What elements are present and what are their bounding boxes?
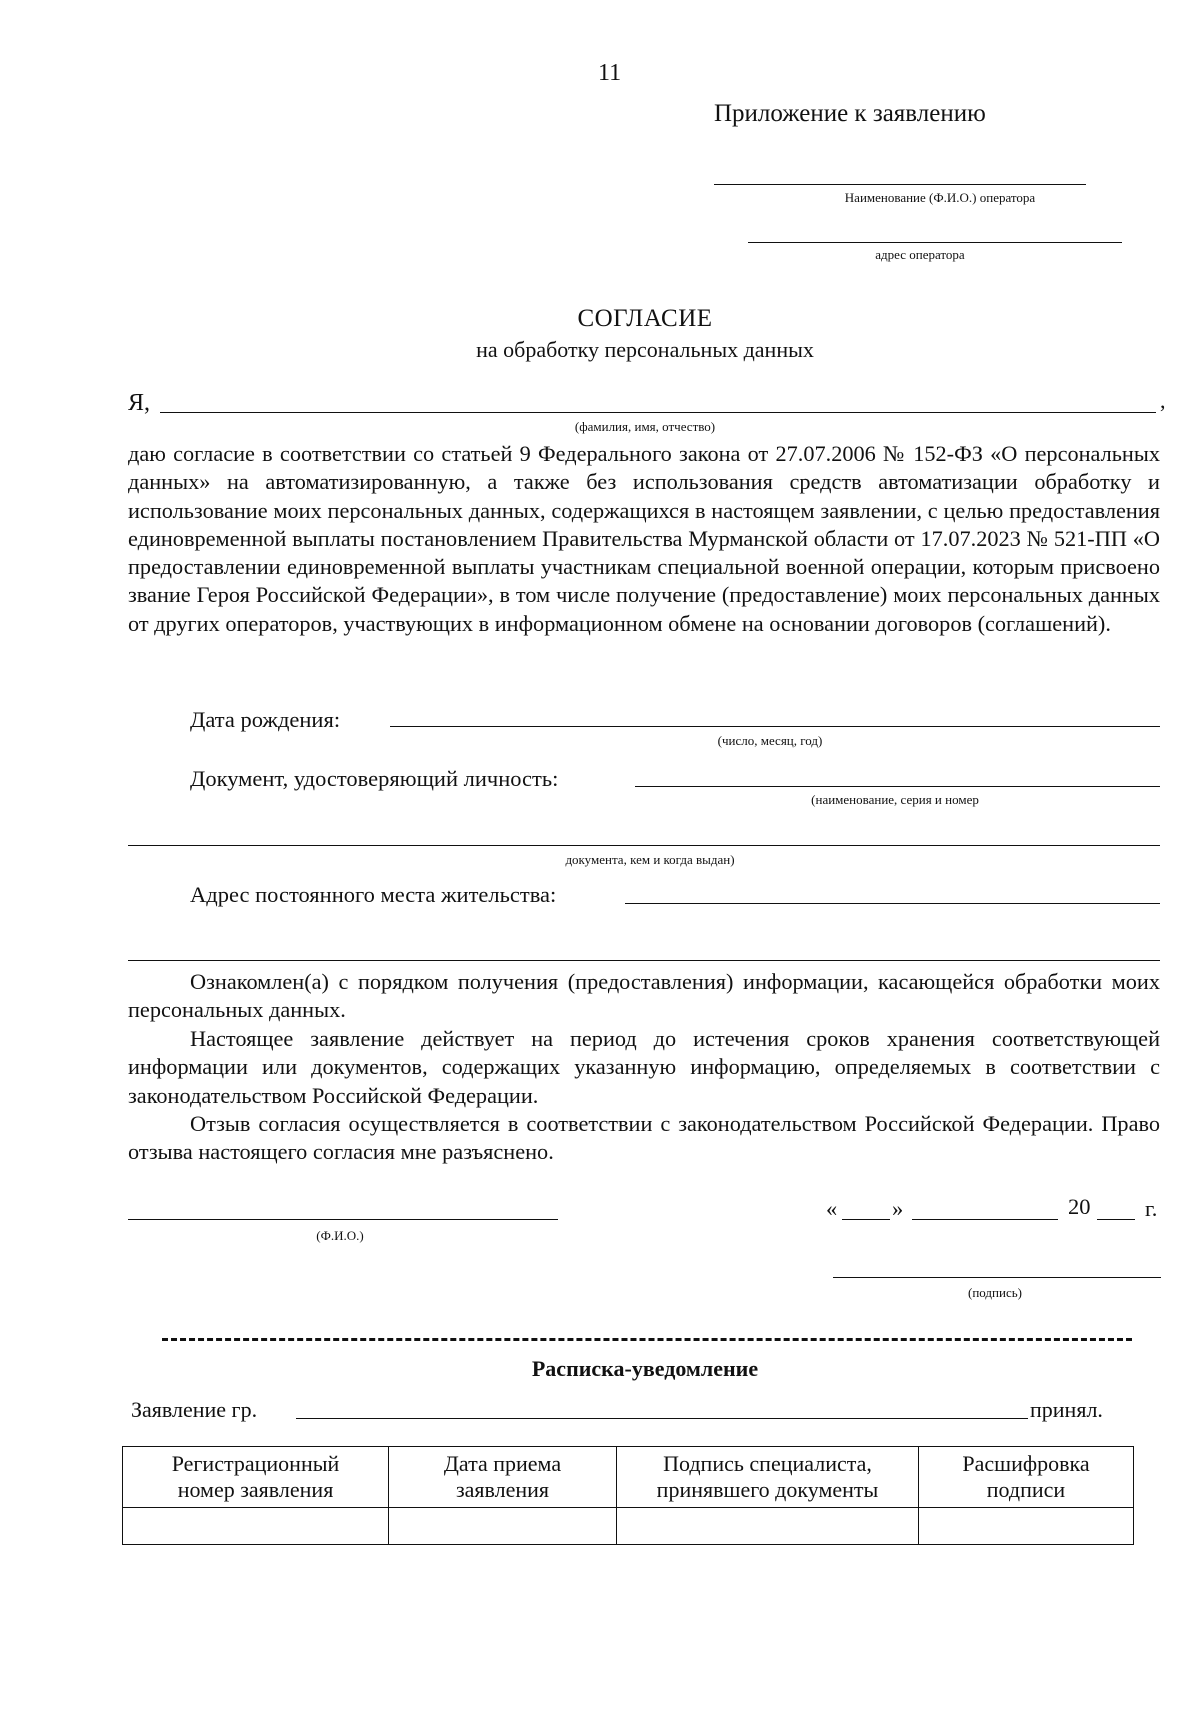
identity-doc-caption-2: документа, кем и когда выдан) (565, 852, 735, 867)
address-line-1[interactable] (625, 903, 1160, 904)
revocation-paragraph: Отзыв согласия осуществляется в соответствии с законодательством Российской Федерации. Право отзыва настоящего согласия мне разъяснено. (128, 1111, 1160, 1165)
signature-line[interactable] (833, 1277, 1161, 1278)
cell-specialist-signature[interactable] (617, 1508, 919, 1545)
header-specialist-signature: Подпись специалиста, принявшего документы (617, 1447, 919, 1508)
signature-caption: (подпись) (968, 1285, 1022, 1300)
header-registration-number: Регистрационный номер заявления (123, 1447, 389, 1508)
date-year-suffix: г. (1145, 1196, 1158, 1221)
identity-doc-line-2[interactable] (128, 845, 1160, 846)
document-subtitle: на обработку персональных данных (476, 337, 814, 362)
page-number: 11 (598, 60, 622, 86)
header-signature-transcript: Расшифровка подписи (919, 1447, 1134, 1508)
date-month-line[interactable] (912, 1219, 1058, 1220)
acquainted-paragraph: Ознакомлен(а) с порядком получения (предоставления) информации, касающейся обработки моих персональных данных. (128, 969, 1160, 1023)
birth-date-line[interactable] (390, 726, 1160, 727)
applicant-prefix: Я, (128, 390, 151, 416)
operator-name-caption: Наименование (Ф.И.О.) оператора (844, 190, 1036, 205)
signature-fio-line[interactable] (128, 1219, 558, 1220)
document-title: СОГЛАСИЕ (577, 305, 713, 332)
date-year-prefix: 20 (1068, 1194, 1091, 1219)
applicant-fio-line[interactable] (160, 412, 1156, 413)
validity-paragraph: Настоящее заявление действует на период до истечения сроков хранения соответствующей информации или документов, содержащих указанную информацию, определяемых в соответствии с законодательством Российской Федерации. (128, 1026, 1160, 1108)
applicant-name-line[interactable] (296, 1418, 1028, 1419)
identity-doc-caption-1: (наименование, серия и номер (811, 792, 979, 807)
application-label: Заявление гр. (131, 1397, 258, 1422)
operator-name-line[interactable] (714, 184, 1086, 185)
cut-line (162, 1338, 1132, 1341)
cell-registration-number[interactable] (123, 1508, 389, 1545)
registration-table (122, 1446, 1134, 1545)
receipt-title: Расписка-уведомление (531, 1356, 759, 1381)
address-label: Адрес постоянного места жительства: (190, 882, 557, 907)
cell-signature-transcript[interactable] (919, 1508, 1134, 1545)
identity-doc-label: Документ, удостоверяющий личность: (190, 766, 559, 791)
address-line-2[interactable] (128, 960, 1160, 961)
applicant-fio-caption: (фамилия, имя, отчество) (574, 419, 716, 434)
operator-address-line[interactable] (748, 242, 1122, 243)
applicant-suffix: , (1160, 388, 1166, 413)
accepted-label: принял. (1030, 1397, 1103, 1422)
table-row (123, 1508, 1134, 1545)
consent-paragraph: даю согласие в соответствии со статьей 9 Федерального закона от 27.07.2006 № 152-ФЗ «О персональных данных» на автоматизированную, а также без использования средств автоматизации обработку и использование моих персональных данных, содержащихся в настоящем заявлении, с целью предоставления единовременной выплаты постановлением Правительства Мурманской области от 17.07.2023 № 521-ПП «О предоставлении единовременной выплаты участникам специальной военной операции, которым присвоено звание Героя Российской Федерации», в том числе получение (предоставление) моих персональных данных от других операторов, участвующих в информационном обмене на основании договоров (соглашений). (128, 441, 1160, 636)
birth-date-caption: (число, месяц, год) (717, 733, 823, 748)
table-header-row (123, 1447, 1134, 1508)
identity-doc-line-1[interactable] (635, 786, 1160, 787)
date-open-quote: « (826, 1196, 838, 1221)
operator-address-caption: адрес оператора (875, 247, 965, 262)
date-day-line[interactable] (842, 1219, 890, 1220)
appendix-title: Приложение к заявлению (714, 100, 986, 127)
signature-fio-caption: (Ф.И.О.) (316, 1228, 364, 1243)
header-receipt-date: Дата приема заявления (389, 1447, 617, 1508)
birth-date-label: Дата рождения: (190, 707, 341, 732)
date-close-quote: » (892, 1196, 904, 1221)
date-year-line[interactable] (1097, 1219, 1135, 1220)
cell-receipt-date[interactable] (389, 1508, 617, 1545)
